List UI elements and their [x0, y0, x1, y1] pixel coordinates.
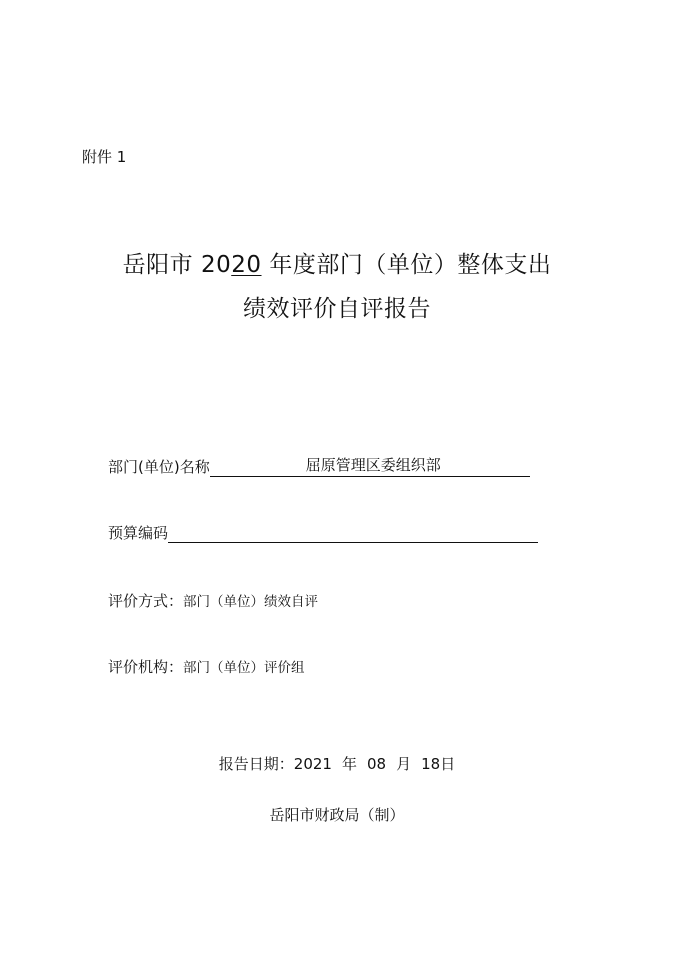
report-date-year: 2021: [293, 755, 332, 773]
evaluation-org-label: 评价机构：: [108, 658, 184, 676]
title-suffix: 年度部门（单位）整体支出: [261, 252, 552, 278]
report-date-label: 报告日期：: [218, 755, 294, 773]
report-title-line-2: 绩效评价自评报告: [243, 296, 431, 322]
evaluation-method-row: [108, 590, 318, 611]
report-date-month: 08: [367, 755, 387, 773]
evaluation-org-row: [108, 656, 305, 677]
report-date-row: [0, 753, 674, 774]
attachment-label: 附件 1: [82, 148, 127, 166]
evaluation-org-value: 部门（单位）评价组: [183, 660, 305, 676]
title-year-underlined: 20: [231, 252, 262, 278]
evaluation-method-label: 评价方式：: [108, 592, 184, 610]
budget-code-field: [168, 522, 538, 543]
issuer-line: 岳阳市财政局（制）: [269, 806, 405, 824]
report-date-day-unit: 日: [440, 755, 456, 773]
budget-code-row: [108, 522, 538, 543]
title-prefix: 岳阳市 20: [122, 252, 232, 278]
report-date-month-unit: 月: [396, 755, 412, 773]
unit-name-value: 屈原管理区委组织部: [305, 456, 441, 474]
unit-name-row: [108, 456, 530, 477]
unit-name-field: [210, 456, 530, 477]
report-title-line-1: [0, 246, 674, 279]
budget-code-label: 预算编码: [108, 524, 169, 542]
unit-name-label: 部门(单位)名称: [108, 458, 210, 476]
report-date-year-unit: 年: [341, 755, 357, 773]
evaluation-method-value: 部门（单位）绩效自评: [183, 594, 319, 610]
report-date-day: 18: [421, 755, 441, 773]
